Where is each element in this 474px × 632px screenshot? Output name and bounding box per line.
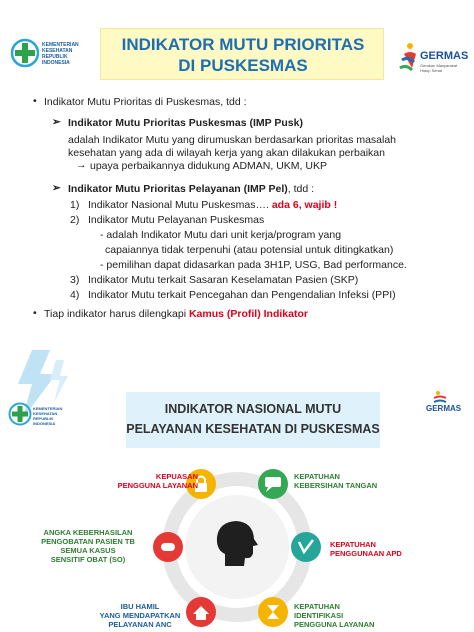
bullet2-text: Tiap indikator harus dilengkapi Kamus (Profil) Indikator [44, 308, 308, 320]
ministry-logo-text: KEMENTERIAN KESEHATAN REPUBLIK INDONESIA [33, 406, 63, 426]
imp-pel-heading: Indikator Mutu Prioritas Pelayanan (IMP Pel), tdd : [68, 183, 315, 195]
node-identifikasi [258, 597, 288, 627]
label-kepatuhan-identifikasi: KEPATUHAN IDENTIFIKASI PENGGUNA LAYANAN [294, 602, 375, 629]
item2-text: Indikator Mutu Pelayanan Puskesmas [88, 214, 265, 226]
item1-text: Indikator Nasional Mutu Puskesmas…. ada 6, wajib ! [88, 199, 338, 211]
bullet-dot-icon: • [33, 307, 37, 319]
label-angka-keberhasilan-tb: ANGKA KEBERHASILAN PENGOBATAN PASIEN TB SEMUA KASUS SENSITIF OBAT (SO) [41, 528, 135, 564]
slide-indikator-nasional-mutu [0, 340, 474, 632]
item2-sub1-line2: capaiannya tidak terpenuhi (atau potensial untuk ditingkatkan) [105, 244, 394, 256]
node-kebersihan-tangan [258, 469, 288, 499]
slide-title-line1: INDIKATOR MUTU PRIORITAS [121, 35, 365, 54]
item2-sub2: - pemilihan dapat didasarkan pada 3H1P, USG, Bad performance. [100, 259, 407, 271]
item1-number: 1) [70, 199, 80, 211]
ministry-logo-text: KEMENTERIAN KESEHATAN REPUBLIK INDONESIA [42, 42, 79, 66]
node-tb [153, 532, 183, 562]
imp-pusk-sub: upaya perbaikannya didukung ADMAN, UKM, UKP [90, 160, 327, 172]
label-kepatuhan-kebersihan-tangan: KEPATUHAN KEBERSIHAN TANGAN [294, 472, 378, 490]
bullet-dot-icon: • [33, 95, 37, 107]
item3-number: 3) [70, 274, 80, 286]
imp-pusk-desc-line2: kesehatan yang ada di wilayah kerja yang akan dilakukan perbaikan [68, 147, 385, 159]
label-kepatuhan-penggunaan-apd: KEPATUHAN PENGGUNAAN APD [330, 540, 402, 558]
node-ibu-hamil [186, 597, 216, 627]
item4-text: Indikator Mutu terkait Pencegahan dan Pengendalian Infeksi (PPI) [88, 289, 396, 301]
item1-highlight: ada 6, wajib ! [271, 199, 338, 211]
slide2-title-line1: INDIKATOR NASIONAL MUTU [164, 402, 342, 416]
node-apd [291, 532, 321, 562]
item4-number: 4) [70, 289, 80, 301]
ministry-health-logo-icon [10, 38, 40, 68]
imp-pusk-desc-line1: adalah Indikator Mutu yang dirumuskan berdasarkan prioritas masalah [68, 134, 397, 146]
slide-title-box [100, 28, 384, 80]
item2-number: 2) [70, 214, 80, 226]
label-kepuasan-pengguna-layanan: KEPUASAN PENGGUNA LAYANAN [117, 472, 198, 490]
item3-text: Indikator Mutu terkait Sasaran Keselamatan Pasien (SKP) [88, 274, 359, 286]
item2-sub1-line1: - adalah Indikator Mutu dari unit kerja/program yang [100, 229, 342, 241]
germas-label: GERMAS [420, 50, 469, 62]
label-ibu-hamil-anc: IBU HAMIL YANG MENDAPATKAN PELAYANAN ANC [99, 602, 181, 629]
bullet2-highlight: Kamus (Profil) Indikator [188, 308, 308, 320]
germas-label: GERMAS [426, 404, 462, 413]
arrow-right-icon: → [76, 159, 87, 171]
germas-subtitle: Gerakan Masyarakat Hidup Sehat [420, 63, 458, 73]
imp-pusk-heading: Indikator Mutu Prioritas Puskesmas (IMP Pusk) [68, 117, 303, 129]
slide-title-line2: DI PUSKESMAS [178, 56, 308, 75]
arrow-bullet-icon: ➢ [52, 182, 61, 194]
slide2-title-line2: PELAYANAN KESEHATAN DI PUSKESMAS [126, 422, 380, 436]
arrow-bullet-icon: ➢ [52, 116, 61, 128]
bullet1-text: Indikator Mutu Prioritas di Puskesmas, tdd : [44, 96, 247, 108]
